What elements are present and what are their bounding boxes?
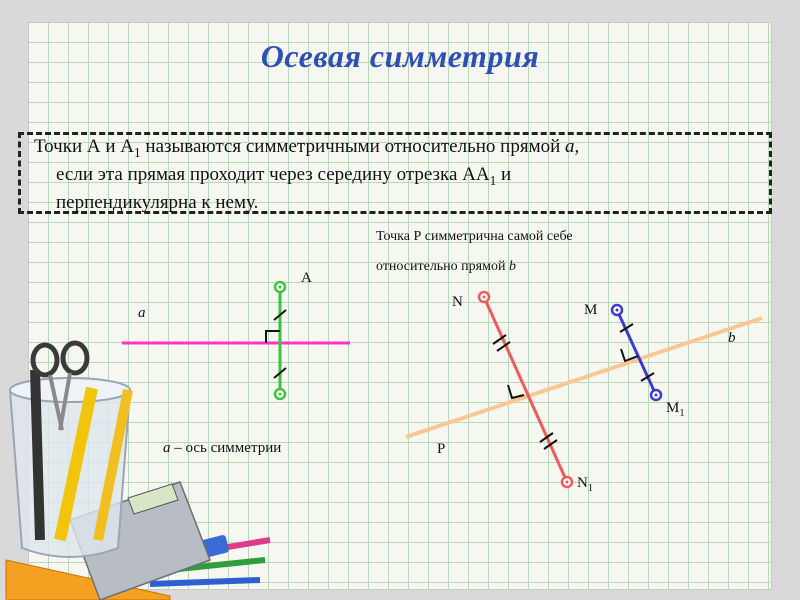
axis-b-line: [406, 318, 762, 437]
stationery-illustration: [6, 343, 270, 600]
label-M: M: [584, 302, 598, 318]
point-M1-dot: [655, 394, 658, 397]
label-b: b: [728, 330, 736, 346]
point-M-dot: [616, 309, 619, 312]
definition-line1: Точки А и $А_1$ называются симметричными относительно прямой а,: [34, 136, 580, 160]
point-A1-dot: [279, 393, 282, 396]
label-N: N: [452, 294, 463, 310]
axis-caption: а – ось симметрии: [163, 440, 282, 456]
right-angle-mark-b-N: [508, 385, 524, 398]
segment-NN1: [484, 297, 567, 482]
slide-title: Осевая симметрия: [260, 38, 540, 74]
label-a: a: [138, 305, 146, 321]
label-A: A: [301, 270, 312, 286]
definition-line3: перпендикулярна к нему.: [56, 191, 259, 213]
pencil-blue: [150, 580, 260, 584]
definition-line2: если эта прямая проходит через середину отрезка $АА_1$ и: [56, 163, 512, 188]
right-angle-mark-a: [266, 331, 280, 343]
scissors-handle-left: [33, 345, 57, 375]
point-N-dot: [483, 296, 486, 299]
marker-black: [35, 370, 40, 540]
label-N1: $N_1$: [577, 475, 594, 494]
note-line2: относительно прямой b: [376, 259, 516, 274]
point-N1-dot: [566, 481, 569, 484]
label-P: P: [437, 441, 446, 457]
point-A-dot: [279, 286, 282, 289]
note-line1: Точка Р симметрична самой себе: [376, 229, 573, 244]
scissors-handle-right: [63, 343, 87, 373]
label-M1: $M_1$: [666, 400, 685, 419]
